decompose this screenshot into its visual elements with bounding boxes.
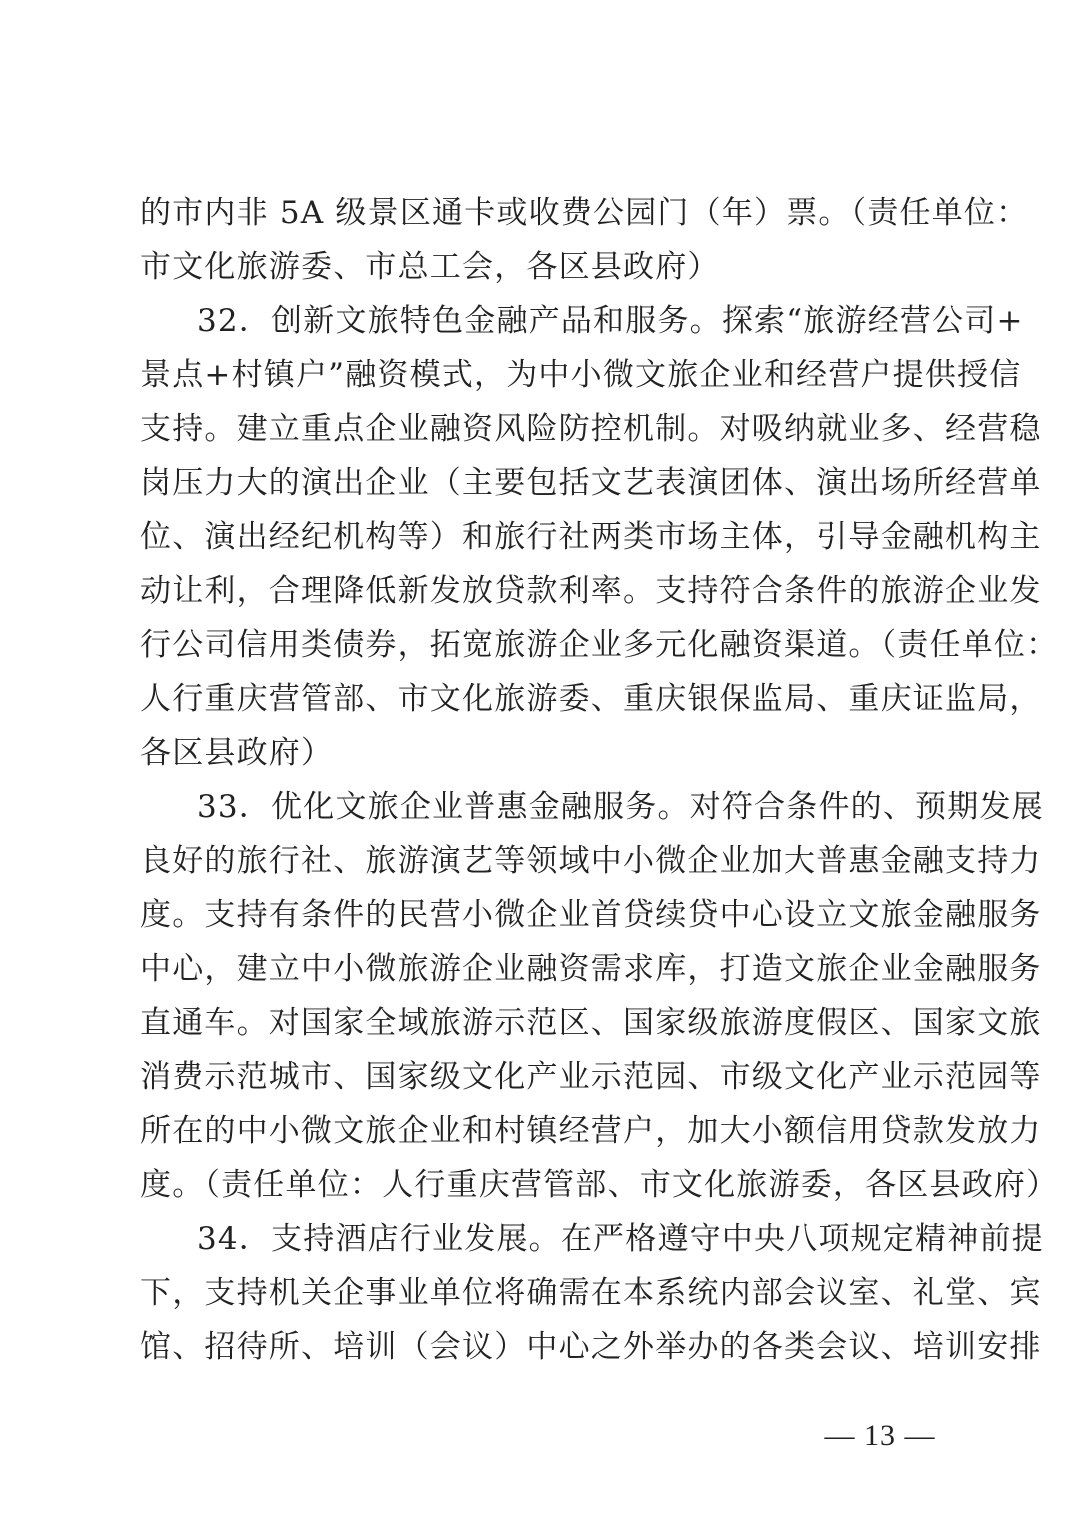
- text-line: 所在的中小微文旅企业和村镇经营户，加大小额信用贷款发放力: [140, 1113, 1042, 1149]
- text-line: 动让利，合理降低新发放贷款利率。支持符合条件的旅游企业发: [140, 573, 1042, 609]
- text-line: 行公司信用类债券，拓宽旅游企业多元化融资渠道。（责任单位：: [140, 627, 1059, 663]
- text-line: 直通车。对国家全域旅游示范区、国家级旅游度假区、国家文旅: [140, 1005, 1042, 1041]
- text-line: 市文化旅游委、市总工会，各区县政府）: [140, 249, 720, 285]
- text-line: 度。支持有条件的民营小微企业首贷续贷中心设立文旅金融服务: [140, 897, 1042, 933]
- text-line: 景点+村镇户”融资模式，为中小微文旅企业和经营户提供授信: [140, 357, 1022, 393]
- text-line: 消费示范城市、国家级文化产业示范园、市级文化产业示范园等: [140, 1059, 1042, 1095]
- text-line: 良好的旅行社、旅游演艺等领域中小微企业加大普惠金融支持力: [140, 843, 1042, 879]
- paragraph-34-start: 34．支持酒店行业发展。在严格遵守中央八项规定精神前提: [197, 1221, 1044, 1257]
- text-line: 度。（责任单位：人行重庆营管部、市文化旅游委，各区县政府）: [140, 1167, 1059, 1203]
- text-line: 岗压力大的演出企业（主要包括文艺表演团体、演出场所经营单: [140, 465, 1042, 501]
- text-line: 人行重庆营管部、市文化旅游委、重庆银保监局、重庆证监局，: [140, 681, 1042, 717]
- text-line: 支持。建立重点企业融资风险防控机制。对吸纳就业多、经营稳: [140, 411, 1042, 447]
- text-line: 各区县政府）: [140, 735, 334, 771]
- text-line: 的市内非 5A 级景区通卡或收费公园门（年）票。（责任单位：: [140, 195, 1029, 231]
- text-line: 中心，建立中小微旅游企业融资需求库，打造文旅企业金融服务: [140, 951, 1042, 987]
- text-line: 下，支持机关企事业单位将确需在本系统内部会议室、礼堂、宾: [140, 1275, 1042, 1311]
- page-number: — 13 —: [824, 1419, 936, 1452]
- text-line: 位、演出经纪机构等）和旅行社两类市场主体，引导金融机构主: [140, 519, 1042, 555]
- text-line: 馆、招待所、培训（会议）中心之外举办的各类会议、培训安排: [140, 1329, 1042, 1365]
- paragraph-33-start: 33．优化文旅企业普惠金融服务。对符合条件的、预期发展: [197, 789, 1044, 825]
- paragraph-32-start: 32．创新文旅特色金融产品和服务。探索“旅游经营公司+: [197, 303, 1024, 339]
